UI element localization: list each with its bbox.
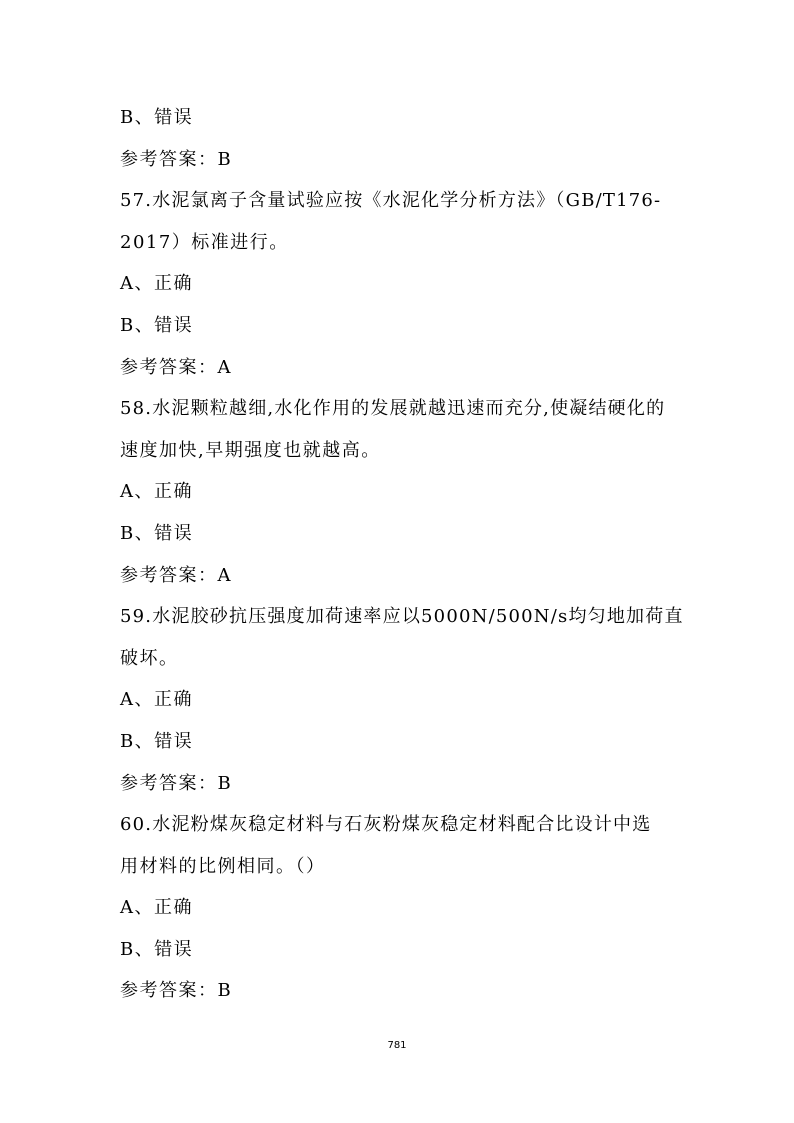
option-b: B、错误 bbox=[120, 522, 194, 544]
option-b: B、错误 bbox=[120, 107, 194, 128]
option-a: A、正确 bbox=[120, 273, 193, 295]
question-57: 57.水泥氯离子含量试验应按《水泥化学分析方法》（GB/T176- bbox=[120, 190, 662, 212]
answer-line: 参考答案：B bbox=[120, 980, 233, 1002]
question-60: 60.水泥粉煤灰稳定材料与石灰粉煤灰稳定材料配合比设计中选 bbox=[120, 814, 652, 836]
option-a: A、正确 bbox=[120, 897, 193, 919]
question-60-continued: 用材料的比例相同。（） bbox=[120, 855, 326, 877]
answer-line: 参考答案：B bbox=[120, 148, 233, 170]
option-b: B、错误 bbox=[120, 938, 194, 960]
answer-line: 参考答案：A bbox=[120, 564, 232, 586]
option-b: B、错误 bbox=[120, 314, 194, 336]
option-a: A、正确 bbox=[120, 481, 193, 503]
question-58-continued: 速度加快,早期强度也就越高。 bbox=[120, 439, 381, 461]
document-body bbox=[120, 97, 684, 1012]
question-58: 58.水泥颗粒越细,水化作用的发展就越迅速而充分,使凝结硬化的 bbox=[120, 398, 666, 420]
answer-line: 参考答案：B bbox=[120, 772, 233, 794]
option-a: A、正确 bbox=[120, 689, 193, 711]
page-number: 781 bbox=[387, 1040, 407, 1051]
answer-line: 参考答案：A bbox=[120, 356, 232, 378]
question-59-continued: 破坏。 bbox=[120, 647, 179, 669]
question-57-continued: 2017）标准进行。 bbox=[120, 231, 289, 253]
question-59: 59.水泥胶砂抗压强度加荷速率应以5000N/500N/s均匀地加荷直 bbox=[120, 606, 684, 628]
option-b: B、错误 bbox=[120, 730, 194, 752]
